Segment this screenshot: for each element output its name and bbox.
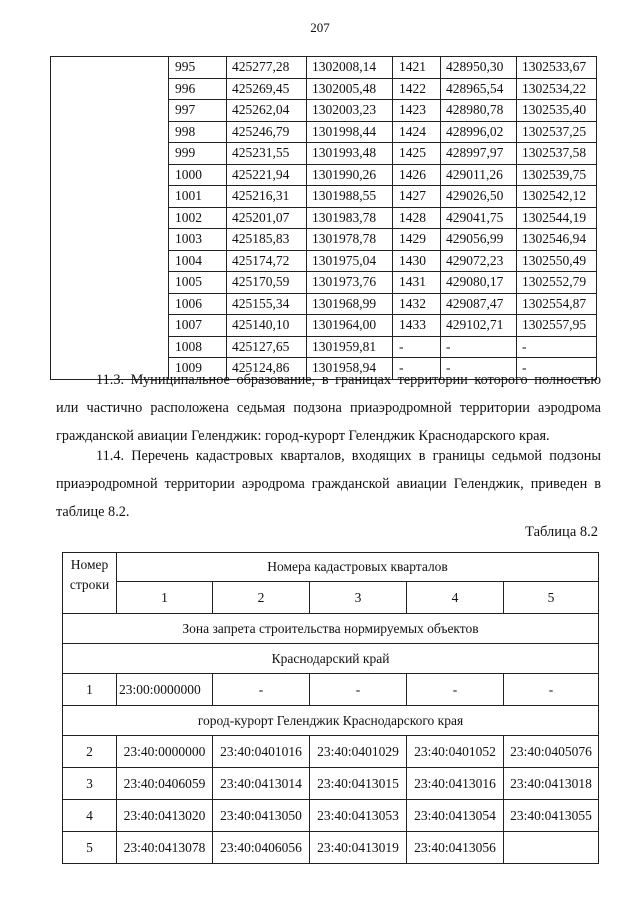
- cadastral-cell: [504, 832, 599, 864]
- point-number: 1007: [169, 315, 227, 337]
- point-number: 1004: [169, 250, 227, 272]
- point-number: 1425: [393, 143, 441, 165]
- coordinate-value: 1302557,95: [517, 315, 597, 337]
- coordinate-value: 1301958,94: [307, 358, 393, 380]
- coordinate-value: 429041,75: [441, 207, 517, 229]
- coordinate-value: 429056,99: [441, 229, 517, 251]
- coordinate-value: -: [441, 358, 517, 380]
- point-number: 1424: [393, 121, 441, 143]
- cadastral-cell: 23:00:0000000: [117, 674, 213, 706]
- point-number: -: [393, 358, 441, 380]
- coordinate-value: 428996,02: [441, 121, 517, 143]
- point-number: 996: [169, 78, 227, 100]
- cadastral-cell: 23:40:0000000: [117, 736, 213, 768]
- blank-merged-cell: [51, 57, 169, 380]
- cadastral-cell: 23:40:0401016: [213, 736, 310, 768]
- cadastral-row: [63, 768, 599, 800]
- page-number: 207: [310, 20, 330, 35]
- paragraph-line: или частично расположена седьмая подзона приаэродромной территории аэродрома: [56, 400, 601, 416]
- point-number: 1426: [393, 164, 441, 186]
- cadastral-cell: 23:40:0413078: [117, 832, 213, 864]
- column-number: 5: [504, 582, 599, 614]
- point-number: 1008: [169, 336, 227, 358]
- coordinate-value: -: [441, 336, 517, 358]
- column-number: 1: [117, 582, 213, 614]
- coordinate-value: 429026,50: [441, 186, 517, 208]
- row-number-header: [63, 553, 117, 614]
- point-number: 997: [169, 100, 227, 122]
- coordinate-value: 425262,04: [227, 100, 307, 122]
- coordinate-value: 429087,47: [441, 293, 517, 315]
- point-number: 1005: [169, 272, 227, 294]
- row-number: 5: [63, 832, 117, 864]
- paragraph-11-3: [56, 366, 601, 450]
- coordinate-value: -: [517, 358, 597, 380]
- paragraph-line: гражданской авиации Геленджик: город-курорт Геленджик Краснодарского края.: [56, 428, 550, 444]
- city-title: город-курорт Геленджик Краснодарского края: [63, 706, 599, 736]
- column-number: 2: [213, 582, 310, 614]
- cadastral-cell: 23:40:0413055: [504, 800, 599, 832]
- point-number: 999: [169, 143, 227, 165]
- coordinate-value: 1302539,75: [517, 164, 597, 186]
- cadastral-cell: -: [213, 674, 310, 706]
- coordinate-value: 1302533,67: [517, 57, 597, 79]
- coordinate-value: 429080,17: [441, 272, 517, 294]
- point-number: 1422: [393, 78, 441, 100]
- coordinate-value: 1301968,99: [307, 293, 393, 315]
- header-label-line: Номер: [70, 557, 109, 572]
- point-number: -: [393, 336, 441, 358]
- coordinate-value: 425246,79: [227, 121, 307, 143]
- point-number: 1009: [169, 358, 227, 380]
- coordinate-value: 1301993,48: [307, 143, 393, 165]
- row-number: 4: [63, 800, 117, 832]
- point-number: 1421: [393, 57, 441, 79]
- coordinate-value: 425221,94: [227, 164, 307, 186]
- point-number: 1432: [393, 293, 441, 315]
- coordinate-value: 1302544,19: [517, 207, 597, 229]
- cadastral-numbers-header: Номера кадастровых кварталов: [117, 553, 599, 582]
- coordinate-value: 1302546,94: [517, 229, 597, 251]
- paragraph-line: 11.3. Муниципальное образование, в границах территории которого полностью: [96, 372, 601, 388]
- point-number: 1427: [393, 186, 441, 208]
- cadastral-cell: 23:40:0413020: [117, 800, 213, 832]
- cadastral-cell: 23:40:0413054: [407, 800, 504, 832]
- point-number: 1006: [169, 293, 227, 315]
- cadastral-cell: 23:40:0401052: [407, 736, 504, 768]
- coordinate-value: -: [517, 336, 597, 358]
- paragraph-line: приаэродромной территории аэродрома гражданской авиации Геленджик, приведен в: [56, 476, 601, 492]
- cadastral-cell: 23:40:0413015: [310, 768, 407, 800]
- cadastral-cell: 23:40:0413019: [310, 832, 407, 864]
- coordinate-value: 428980,78: [441, 100, 517, 122]
- point-number: 1429: [393, 229, 441, 251]
- cadastral-cell: 23:40:0406059: [117, 768, 213, 800]
- coordinate-value: 425127,65: [227, 336, 307, 358]
- cadastral-cell: 23:40:0413053: [310, 800, 407, 832]
- point-number: 1000: [169, 164, 227, 186]
- coordinate-value: 1301959,81: [307, 336, 393, 358]
- coordinate-value: 1302003,23: [307, 100, 393, 122]
- coordinate-value: 1301978,78: [307, 229, 393, 251]
- coordinate-value: 1301964,00: [307, 315, 393, 337]
- coordinate-value: 425216,31: [227, 186, 307, 208]
- paragraph-line: 11.4. Перечень кадастровых кварталов, входящих в границы седьмой подзоны: [96, 448, 601, 464]
- coordinates-row: [51, 57, 597, 79]
- coordinate-value: 1302552,79: [517, 272, 597, 294]
- coordinate-value: 1301973,76: [307, 272, 393, 294]
- coordinate-value: 1302537,58: [517, 143, 597, 165]
- coordinate-value: 1301988,55: [307, 186, 393, 208]
- cadastral-cell: 23:40:0406056: [213, 832, 310, 864]
- coordinate-value: 429072,23: [441, 250, 517, 272]
- point-number: 1433: [393, 315, 441, 337]
- coordinate-value: 428997,97: [441, 143, 517, 165]
- coordinate-value: 425231,55: [227, 143, 307, 165]
- point-number: 998: [169, 121, 227, 143]
- point-number: 1430: [393, 250, 441, 272]
- coordinate-value: 429011,26: [441, 164, 517, 186]
- point-number: 1423: [393, 100, 441, 122]
- coordinate-value: 425201,07: [227, 207, 307, 229]
- cadastral-cell: 23:40:0413016: [407, 768, 504, 800]
- header-label-line: строки: [69, 577, 110, 592]
- row-number: 1: [63, 674, 117, 706]
- coordinate-value: 1302537,25: [517, 121, 597, 143]
- cadastral-cell: -: [504, 674, 599, 706]
- paragraph-11-4: [56, 442, 601, 526]
- table-caption: Таблица 8.2: [525, 524, 598, 540]
- column-number: 4: [407, 582, 504, 614]
- cadastral-cell: 23:40:0405076: [504, 736, 599, 768]
- region-title: Краснодарский край: [63, 644, 599, 674]
- coordinates-table: [50, 56, 597, 380]
- coordinate-value: 425124,86: [227, 358, 307, 380]
- coordinate-value: 425269,45: [227, 78, 307, 100]
- coordinate-value: 425140,10: [227, 315, 307, 337]
- point-number: 1431: [393, 272, 441, 294]
- coordinate-value: 425155,34: [227, 293, 307, 315]
- cadastral-cell: -: [310, 674, 407, 706]
- coordinate-value: 425174,72: [227, 250, 307, 272]
- cadastral-cell: 23:40:0413014: [213, 768, 310, 800]
- cadastral-cell: 23:40:0413056: [407, 832, 504, 864]
- coordinate-value: 1302005,48: [307, 78, 393, 100]
- paragraph-line: таблице 8.2.: [56, 504, 130, 520]
- coordinate-value: 1301975,04: [307, 250, 393, 272]
- coordinate-value: 1302534,22: [517, 78, 597, 100]
- coordinate-value: 1302542,12: [517, 186, 597, 208]
- row-number: 3: [63, 768, 117, 800]
- coordinate-value: 1302550,49: [517, 250, 597, 272]
- point-number: 1001: [169, 186, 227, 208]
- coordinate-value: 425170,59: [227, 272, 307, 294]
- coordinate-value: 428950,30: [441, 57, 517, 79]
- coordinate-value: 425185,83: [227, 229, 307, 251]
- coordinate-value: 1302535,40: [517, 100, 597, 122]
- cadastral-cell: -: [407, 674, 504, 706]
- coordinate-value: 1302554,87: [517, 293, 597, 315]
- column-number: 3: [310, 582, 407, 614]
- cadastral-row: [63, 800, 599, 832]
- cadastral-cell: 23:40:0413050: [213, 800, 310, 832]
- cadastral-cell: 23:40:0401029: [310, 736, 407, 768]
- cadastral-cell: 23:40:0413018: [504, 768, 599, 800]
- cadastral-quarters-table: [62, 552, 599, 864]
- coordinate-value: 1302008,14: [307, 57, 393, 79]
- coordinate-value: 425277,28: [227, 57, 307, 79]
- zone-title: Зона запрета строительства нормируемых объектов: [63, 614, 599, 644]
- coordinate-value: 1301998,44: [307, 121, 393, 143]
- coordinate-value: 428965,54: [441, 78, 517, 100]
- point-number: 1428: [393, 207, 441, 229]
- point-number: 995: [169, 57, 227, 79]
- coordinate-value: 1301983,78: [307, 207, 393, 229]
- cadastral-row: [63, 736, 599, 768]
- coordinate-value: 429102,71: [441, 315, 517, 337]
- row-number: 2: [63, 736, 117, 768]
- point-number: 1003: [169, 229, 227, 251]
- coordinate-value: 1301990,26: [307, 164, 393, 186]
- point-number: 1002: [169, 207, 227, 229]
- cadastral-row: [63, 832, 599, 864]
